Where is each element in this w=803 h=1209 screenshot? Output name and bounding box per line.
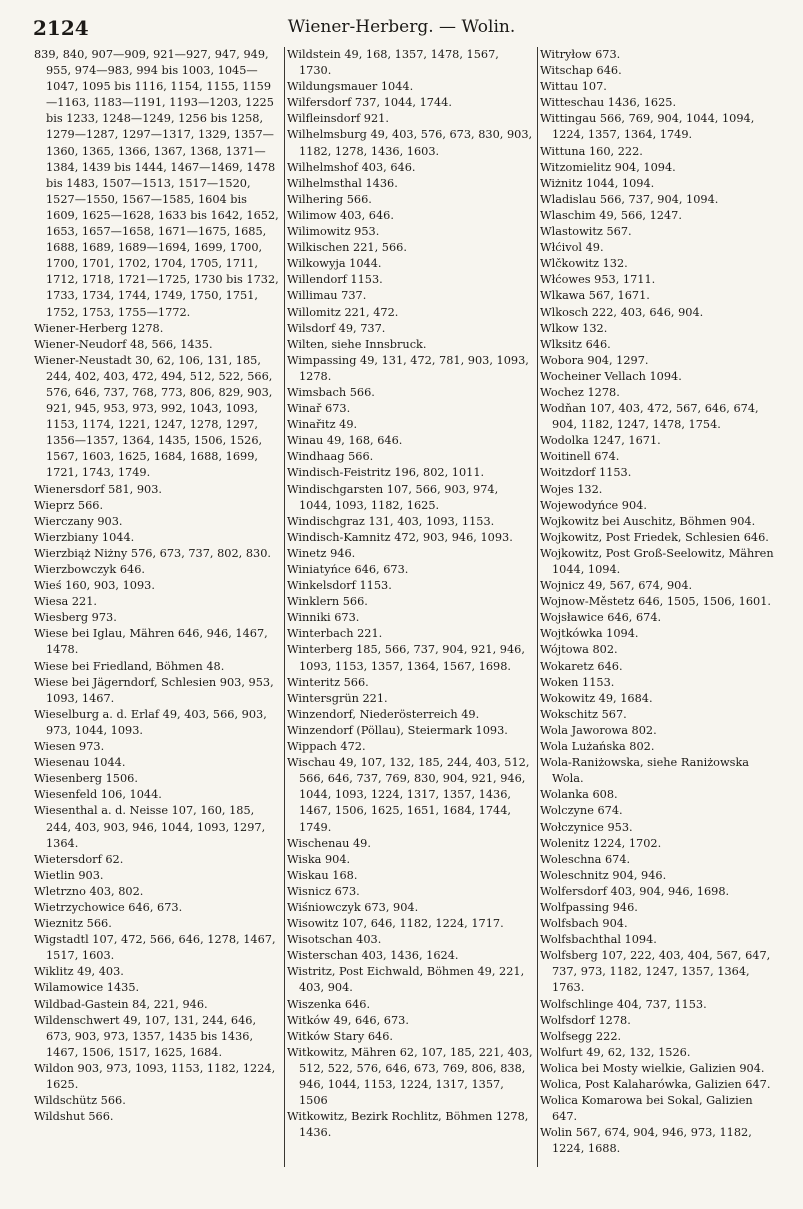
index-entry: Wlkawa 567, 1671. [540,289,650,303]
index-column-3 [540,47,780,1167]
index-entry: Wolfsdorf 1278. [540,1013,631,1027]
index-entry: Wiesenfeld 106, 1044. [34,788,162,802]
index-entry: Wójtowa 802. [540,643,618,657]
index-entry: Witschap 646. [540,64,622,78]
index-entry: Wietersdorf 62. [34,852,124,866]
index-entry: Witkowitz, Mähren 62, 107, 185, 221, 403, 512, 522, 576, 646, 673, 769, 806, 838, 946, 1044, 1153, 1224, 1317, 1357, 1506 [287,1045,533,1108]
column-divider [537,47,538,1167]
index-entry: 839, 840, 907—909, 921—927, 947, 949, 955, 974—983, 994 bis 1003, 1045—1047, 1095 bis 1116, 1154, 1155, 1159—1163, 1183—1191, 1193—1203, 1225 bis 1233, 1248—1249, 1256 bis 1258, 1279—1287, 1297—1317, 1329, 1357—1360, 1365, 1366, 1367, 1368, 1371—1384, 1439 bis 1444, 1467—1469, 1478 bis 1483, 1507—1513, 1517—1520, 1527—1550, 1567—1585, 1604 bis 1609, 1625—1628, 1633 bis 1642, 1652, 1653, 1657—1658, 1671—1675, 1685, 1688, 1689, 1689—1694, 1699, 1700, 1700, 1701, 1702, 1704, 1705, 1711, 1712, 1718, 1721—1725, 1730 bis 1732, 1733, 1734, 1744, 1749, 1750, 1751, 1752, 1753, 1755—1772. [34,48,279,319]
index-entry: Wilimowitz 953. [287,225,380,239]
index-entry: Wiese bei Iglau, Mähren 646, 946, 1467, 1478. [34,627,268,657]
index-entry: Wolfurt 49, 62, 132, 1526. [540,1045,691,1059]
index-entry: Wieznitz 566. [34,917,112,931]
index-entry: Wiese bei Jägerndorf, Schlesien 903, 953, 1093, 1467. [34,675,274,705]
index-entry: Wiener-Neudorf 48, 566, 1435. [34,337,213,351]
index-entry: Wiszenka 646. [287,997,371,1011]
index-entry: Wola Lużańska 802. [540,740,655,754]
index-entry: Wippach 472. [287,740,366,754]
index-entry: Wisterschan 403, 1436, 1624. [287,949,459,963]
index-entry: Wilkischen 221, 566. [287,241,407,255]
index-entry: Wojewodyńce 904. [540,498,647,512]
index-entry: Wilhering 566. [287,192,372,206]
index-entry: Witryłow 673. [540,48,621,61]
index-entry: Wieselburg a. d. Erlaf 49, 403, 566, 903, 973, 1044, 1093. [34,707,267,737]
index-entry: Wolenitz 1224, 1702. [540,836,662,850]
index-entry: Wilhelmsthal 1436. [287,176,398,190]
index-entry: Winteritz 566. [287,675,369,689]
index-entry: Winiatyńce 646, 673. [287,563,409,576]
index-entry: Wietrzychowice 646, 673. [34,900,183,914]
index-entry: Wischenau 49. [287,836,371,850]
index-entry: Wildshut 566. [34,1110,114,1124]
index-entry: Wisotschan 403. [287,933,382,947]
index-entry: Wlaschim 49, 566, 1247. [540,208,682,222]
index-entry: Wolin 567, 674, 904, 946, 973, 1182, 1224, 1688. [540,1126,752,1156]
index-entry: Woitzdorf 1153. [540,466,632,480]
index-entry: Wlčkowitz 132. [540,257,628,271]
index-entry: Wiener-Neustadt 30, 62, 106, 131, 185, 244, 402, 403, 472, 494, 512, 522, 566, 576, 646, 737, 768, 773, 806, 829, 903, 921, 945, 953, 973, 992, 1043, 1093, 1153, 1174, 1221, 1247, 1278, 1297, 1356—1357, 1364, 1435, 1506, 1526, 1567, 1603, 1625, 1684, 1688, 1699, 1721, 1743, 1749. [34,353,273,480]
index-entry: Wildenschwert 49, 107, 131, 244, 646, 673, 903, 973, 1357, 1435 bis 1436, 1467, 1506, 1517, 1625, 1684. [34,1013,257,1059]
index-entry: Wilimow 403, 646. [287,208,394,222]
index-entry: Wojnicz 49, 567, 674, 904. [540,579,693,593]
index-entry: Wolczyne 674. [540,804,623,818]
page-number: 2124 [33,16,89,40]
index-entry: Wletrzno 403, 802. [34,884,144,898]
index-entry: Witzomielitz 904, 1094. [540,160,676,174]
index-entry: Woitinell 674. [540,450,620,464]
index-entry: Wlastowitz 567. [540,225,632,239]
index-entry: Wildschütz 566. [34,1094,126,1108]
index-entry: Wiesberg 973. [34,611,117,625]
index-entry: Wola Jaworowa 802. [540,723,657,737]
index-entry: Wildon 903, 973, 1093, 1153, 1182, 1224, 1625. [34,1061,276,1091]
index-entry: Wistritz, Post Eichwald, Böhmen 49, 221, 403, 904. [287,965,525,995]
index-entry: Wojnow-Městetz 646, 1505, 1506, 1601. [540,595,772,609]
index-entry: Wisowitz 107, 646, 1182, 1224, 1717. [287,917,504,931]
index-entry: Woleschnitz 904, 946. [540,868,667,882]
index-entry: Wierzbowczyk 646. [34,563,146,576]
index-entry: Winetz 946. [287,546,356,560]
index-column-2 [287,47,533,1167]
index-entry: Winterbach 221. [287,627,383,641]
index-entry: Wilhelmsburg 49, 403, 576, 673, 830, 903, 1182, 1278, 1436, 1603. [287,128,533,158]
index-entry: Winzendorf (Pöllau), Steiermark 1093. [287,723,508,737]
index-entry: Wilten, siehe Innsbruck. [287,337,427,351]
index-entry: Wieś 160, 903, 1093. [34,579,155,593]
index-entry: Witkowitz, Bezirk Rochlitz, Böhmen 1278, 1436. [287,1110,529,1140]
index-entry: Włćowes 953, 1711. [540,273,656,287]
index-entry: Wolfsbach 904. [540,917,628,931]
index-entry: Wolica, Post Kalaharówka, Galizien 647. [540,1078,771,1091]
index-entry: Wierzbiany 1044. [34,530,135,544]
index-entry: Wojkowitz, Post Friedek, Schlesien 646. [540,530,769,544]
index-entry: Winniki 673. [287,611,360,625]
index-entry: Wienersdorf 581, 903. [34,482,162,496]
index-entry: Wolanka 608. [540,788,618,802]
index-entry: Windischgarsten 107, 566, 903, 974, 1044, 1093, 1182, 1625. [287,482,499,512]
index-entry: Wiklitz 49, 403. [34,965,124,979]
index-entry: Wilkowyja 1044. [287,257,382,271]
index-entry: Wolica Komarowa bei Sokal, Galizien 647. [540,1094,753,1124]
index-entry: Windhaag 566. [287,450,374,464]
index-entry: Wiśniowczyk 673, 904. [287,900,419,914]
index-entry: Wiese bei Friedland, Böhmen 48. [34,659,225,673]
index-entry: Witteschau 1436, 1625. [540,96,677,110]
index-entry: Wocheiner Vellach 1094. [540,369,682,383]
index-entry: Wokschitz 567. [540,707,627,721]
index-entry: Wlkosch 222, 403, 646, 904. [540,305,704,319]
index-entry: Windischgraz 131, 403, 1093, 1153. [287,514,495,528]
index-entry: Wiesenberg 1506. [34,772,138,786]
index-entry: Wolfersdorf 403, 904, 946, 1698. [540,884,730,898]
index-columns [34,47,774,1167]
index-entry: Wilfersdorf 737, 1044, 1744. [287,96,452,110]
index-entry: Wiesa 221. [34,595,97,609]
index-entry: Willimau 737. [287,289,367,303]
index-entry: Wlkow 132. [540,321,608,335]
index-entry: Winařitz 49. [287,418,358,432]
index-entry: Windisch-Kamnitz 472, 903, 946, 1093. [287,530,513,544]
index-entry: Wladislau 566, 737, 904, 1094. [540,192,719,206]
index-entry: Witków Stary 646. [287,1029,394,1043]
index-entry: Wimsbach 566. [287,385,375,399]
index-entry: Wittingau 566, 769, 904, 1044, 1094, 1224, 1357, 1364, 1749. [540,112,755,142]
index-entry: Wodňan 107, 403, 472, 567, 646, 674, 904, 1182, 1247, 1478, 1754. [540,402,759,432]
index-entry: Wiesenau 1044. [34,756,126,770]
index-entry: Wolfschlinge 404, 737, 1153. [540,997,707,1011]
index-entry: Wittau 107. [540,80,607,94]
index-entry: Woken 1153. [540,675,615,689]
index-entry: Wobora 904, 1297. [540,353,649,367]
index-entry: Wojkowitz, Post Groß-Seelowitz, Mähren 1044, 1094. [540,546,774,576]
index-entry: Wildungsmauer 1044. [287,80,414,94]
index-entry: Wisnicz 673. [287,884,360,898]
index-entry: Wołczynice 953. [540,820,633,834]
index-entry: Winterberg 185, 566, 737, 904, 921, 946, 1093, 1153, 1357, 1364, 1567, 1698. [287,643,525,673]
index-entry: Wokowitz 49, 1684. [540,691,653,705]
index-entry: Windisch-Feistritz 196, 802, 1011. [287,466,485,480]
index-entry: Wildstein 49, 168, 1357, 1478, 1567, 1730. [287,48,499,78]
index-entry: Wilsdorf 49, 737. [287,321,386,335]
page-header [0,12,803,42]
index-entry: Willomitz 221, 472. [287,305,399,319]
index-entry: Woleschna 674. [540,852,631,866]
index-entry: Winař 673. [287,402,351,416]
index-entry: Wiskau 168. [287,868,358,882]
index-entry: Wieprz 566. [34,498,104,512]
index-entry: Wojes 132. [540,482,603,496]
index-entry: Wischau 49, 107, 132, 185, 244, 403, 512, 566, 646, 737, 769, 830, 904, 921, 946, 1044, 1093, 1224, 1317, 1357, 1436, 1467, 1506, 1625, 1651, 1684, 1744, 1749. [287,756,530,834]
index-entry: Willendorf 1153. [287,273,383,287]
index-entry: Wierczany 903. [34,514,123,528]
index-entry: Wodolka 1247, 1671. [540,434,661,448]
index-entry: Winzendorf, Niederösterreich 49. [287,707,480,721]
index-entry: Wierzbiąż Niżny 576, 673, 737, 802, 830. [34,546,272,560]
index-entry: Wiesen 973. [34,740,105,754]
index-entry: Wietlin 903. [34,868,104,882]
index-entry: Wlksitz 646. [540,337,611,351]
index-entry: Wolfpassing 946. [540,900,638,914]
index-entry: Wolica bei Mosty wielkie, Galizien 904. [540,1061,765,1075]
index-entry: Winau 49, 168, 646. [287,434,403,448]
index-entry: Wojsławice 646, 674. [540,611,662,625]
index-entry: Wolfsbachthal 1094. [540,933,657,947]
index-entry: Wildbad-Gastein 84, 221, 946. [34,997,208,1011]
index-entry: Wilhelmshof 403, 646. [287,160,416,174]
index-entry: Wiżnitz 1044, 1094. [540,176,655,190]
index-entry: Wilfleinsdorf 921. [287,112,389,126]
index-entry: Wokaretz 646. [540,659,623,673]
index-entry: Włćivol 49. [540,241,604,255]
index-entry: Wojkowitz bei Auschitz, Böhmen 904. [540,514,756,528]
index-entry: Wigstadtl 107, 472, 566, 646, 1278, 1467, 1517, 1603. [34,933,276,963]
index-entry: Wojtkówka 1094. [540,627,639,641]
running-title: Wiener-Herberg. — Wolin. [287,17,516,37]
index-entry: Witków 49, 646, 673. [287,1013,409,1027]
index-entry: Wolfsegg 222. [540,1029,622,1043]
index-entry: Wintersgrün 221. [287,691,388,705]
index-entry: Wiska 904. [287,852,351,866]
index-entry: Winklern 566. [287,595,368,609]
index-entry: Wolfsberg 107, 222, 403, 404, 567, 647, 737, 973, 1182, 1247, 1357, 1364, 1763. [540,949,771,995]
column-divider [284,47,285,1167]
index-entry: Wola-Raniżowska, siehe Raniżowska Wola. [540,756,750,786]
index-entry: Wiener-Herberg 1278. [34,321,164,335]
index-entry: Winkelsdorf 1153. [287,579,392,593]
index-entry: Wittuna 160, 222. [540,144,643,158]
index-column-1 [34,47,282,1167]
index-entry: Wochez 1278. [540,385,620,399]
index-entry: Wilamowice 1435. [34,981,140,995]
index-entry: Wimpassing 49, 131, 472, 781, 903, 1093, 1278. [287,353,529,383]
index-entry: Wiesenthal a. d. Neisse 107, 160, 185, 244, 403, 903, 946, 1044, 1093, 1297, 1364. [34,804,266,850]
